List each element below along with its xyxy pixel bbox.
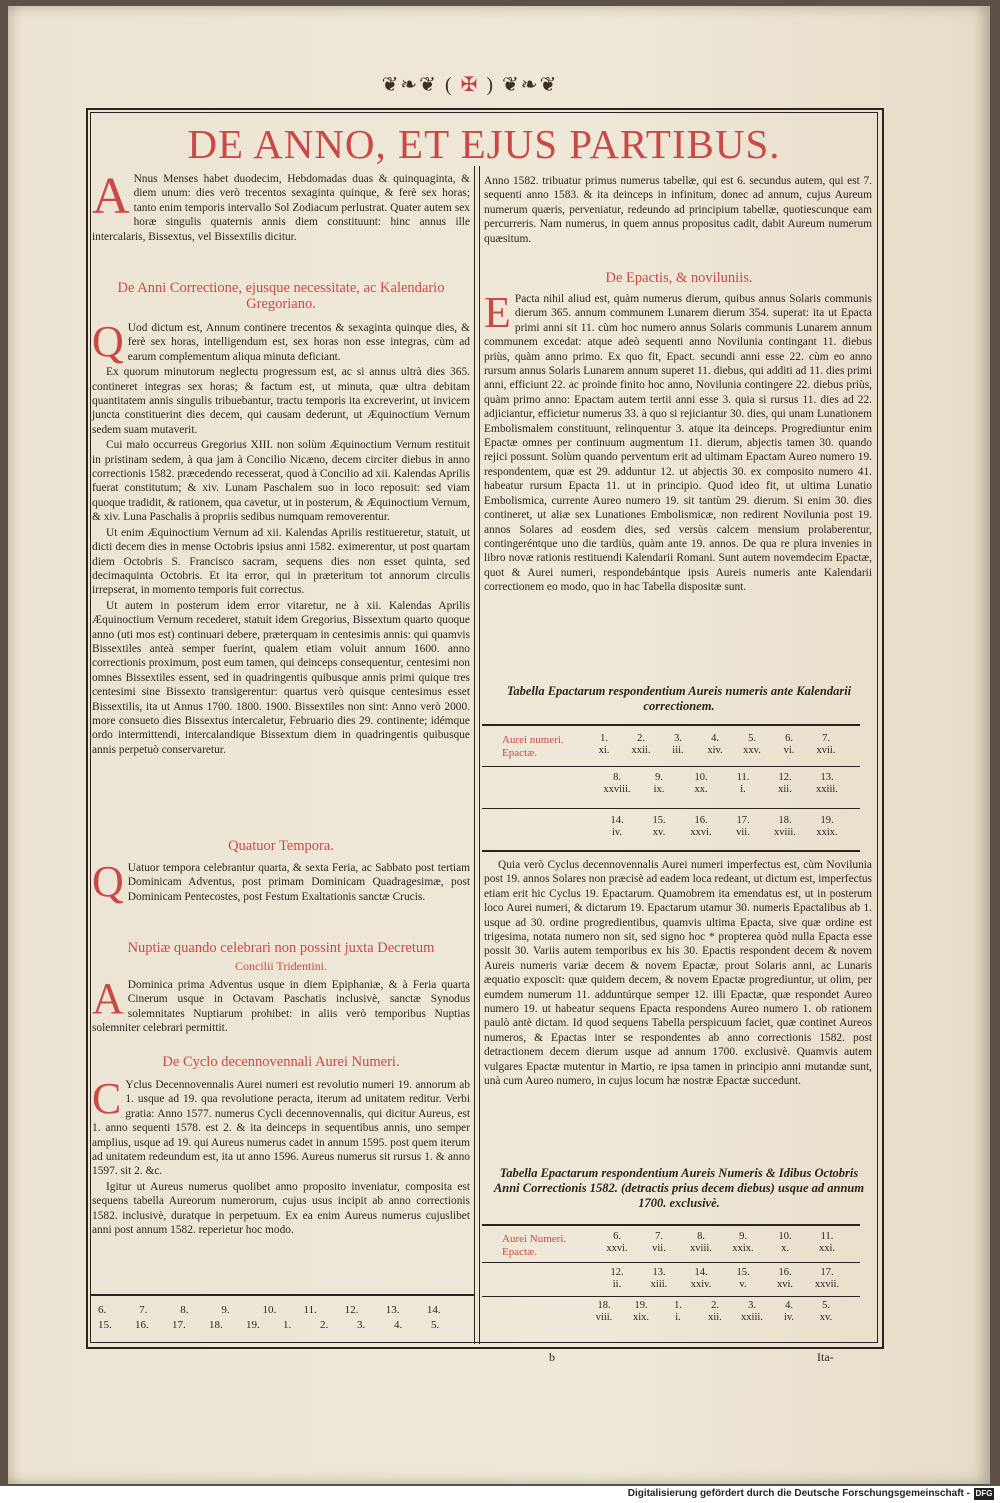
table-cell-epacta: xxvi.	[606, 1243, 628, 1254]
table-rule	[482, 724, 860, 726]
table-cell-aureus: 9.	[739, 1231, 747, 1242]
table-cell-aureus: 11.	[820, 1231, 834, 1242]
table-cell-epacta: xiv.	[707, 745, 723, 756]
table-cell-epacta: viii.	[595, 1312, 613, 1323]
table-cell: 6.	[98, 1304, 107, 1316]
table-cell-aureus: 18.	[597, 1300, 611, 1311]
table-cell-aureus: 7.	[655, 1231, 663, 1242]
table-cell-aureus: 15.	[736, 1267, 750, 1278]
table-cell-aureus: 7.	[822, 733, 830, 744]
table-cell-aureus: 9.	[655, 772, 663, 783]
table-cell-epacta: xxv.	[743, 745, 761, 756]
table-cell-aureus: 4.	[711, 733, 719, 744]
table-cell-epacta: xxix.	[816, 827, 838, 838]
dropcap: A	[92, 974, 124, 1023]
table-cell-aureus: 12.	[610, 1267, 624, 1278]
table-cell-epacta: x.	[781, 1243, 789, 1254]
table-cell-epacta: ix.	[653, 784, 665, 795]
table-cell: 10.	[262, 1304, 277, 1316]
cross-icon: ✠	[460, 74, 480, 96]
section-heading-nuptiae-2: Concilii Tridentini.	[234, 959, 327, 973]
table-cell-epacta: xxvii.	[814, 1279, 840, 1290]
table-cell-aureus: 11.	[736, 772, 750, 783]
table-cell-aureus: 19.	[820, 815, 834, 826]
signature-mark: b	[549, 1350, 555, 1364]
ornament-right: ❦❧❦	[502, 74, 559, 96]
table-cell-epacta: xxii.	[631, 745, 651, 756]
table-cell-epacta: v.	[739, 1279, 747, 1290]
table-cell-aureus: 12.	[778, 772, 792, 783]
table-cell: 2.	[320, 1319, 329, 1331]
table-cell-aureus: 4.	[785, 1300, 793, 1311]
header-ornament: ❦❧❦ ( ✠ ) ❦❧❦	[381, 74, 559, 96]
table-cell: 17.	[172, 1319, 186, 1331]
table-cell-aureus: 5.	[822, 1300, 830, 1311]
table-cell-epacta: vi.	[783, 745, 795, 756]
table-row	[92, 1319, 470, 1333]
right-paragraph-2: Quia verò Cyclus decennovennalis Aurei numeri imperfectus est, cùm Novilunia post 19. annos Solares non præcisè ad eadem loca redeant, ut dictum est, imperfectus etiam erit hic Cyclus 19. Epactarum. Quamobrem ita emendatus est, ut in posterum loco Aurei numeri, & dictarum 19. Epactarum utamur 30. numeris Epactalibus ab 1. usque ad 30. ordine progredientibus, quamvis ultima Epacta, sive quæ ordine est trigesima, notata numero non sit, sed signo hoc * propterea quòd nulla Epacta esse possit 30. Variis autem temporibus ex his 30. Epactis respondent decem & novem Aureis numeris variæ decem & novem Epactæ, prout Solaris anni, ac Lunaris æquatio exposcit: quæ quidem decem, & novem Epactæ progrediuntur, ut olim, per eumdem numerum 11. adduntúrque semper 12. illi Epactæ, quæ respondet Aureo numero 19. ut habeatur sequens Epacta respondens Aureo numero 1. ob rationem paulò antè dictam. Id quod sequens Tabella perspicuum faciet, quæ continet Aureos numeros, & Epactas inter se respondentes ab anno correctionis 1582. post detractionem decem dierum usque ad annum 1700. exclusivè. Quamvis autem vulgares Epactæ mutentur in Martio, re ipsa tamen in principio anni mutandæ sunt, unà cum Aureo numero, in cujus locum hæ nostræ Epactæ succedunt.	[484, 859, 872, 1088]
dfg-logo-icon: DFG	[975, 1489, 993, 1498]
table-cell-aureus: 16.	[778, 1267, 792, 1278]
table-cell: 15.	[98, 1319, 112, 1331]
table1-caption: Tabella Epactarum respondentium Aureis numeris ante Kalendarii correctionem.	[506, 684, 852, 713]
table-cell-aureus: 1.	[674, 1300, 682, 1311]
catchword: Ita-	[817, 1350, 834, 1364]
table-cell-aureus: 14.	[610, 815, 624, 826]
table-cell-epacta: i.	[675, 1312, 681, 1323]
dropcap: C	[92, 1074, 122, 1123]
table-cell-aureus: 13.	[652, 1267, 666, 1278]
table-cell-aureus: 18.	[778, 815, 792, 826]
table-cell: 12.	[344, 1304, 359, 1316]
table-cell-epacta: iv.	[611, 827, 623, 838]
table-cell-epacta: iii.	[672, 745, 684, 756]
table-cell-epacta: xx.	[694, 784, 708, 795]
table-cell-epacta: xix.	[632, 1312, 650, 1323]
footer-text: Digitalisierung gefördert durch die Deutsche Forschungsgemeinschaft -	[627, 1488, 970, 1499]
table-cell-aureus: 2.	[711, 1300, 719, 1311]
table-rule	[482, 1262, 860, 1263]
dropcap: Q	[92, 857, 124, 906]
table-cell-epacta: xxiii.	[741, 1312, 763, 1323]
table-cell-aureus: 17.	[820, 1267, 834, 1278]
table-cell-epacta: xxiv.	[690, 1279, 712, 1290]
section-nuptiae-body: A Dominica prima Adventus usque in diem Epiphaniæ, & à Feria quarta Cinerum usque in Octavam Paschatis inclusivè, sanctæ Synodus solemnitates Nuptiarum prohibet: in aliis verò temporibus Nuptias solemniter celebrari permittit.	[92, 974, 470, 1035]
dropcap: E	[484, 288, 511, 337]
page-title: DE ANNO, ET EJUS PARTIBUS.	[187, 121, 781, 167]
table-cell-epacta: xi.	[598, 745, 610, 756]
table-cell-aureus: 5.	[748, 733, 756, 744]
table-cell-epacta: xii.	[778, 784, 792, 795]
section-heading-nuptiae: Nuptiæ quando celebrari non possint juxta Decretum	[127, 940, 435, 956]
table-cell-epacta: xviii.	[690, 1243, 712, 1254]
table-cell-epacta: i.	[740, 784, 746, 795]
column-rule	[474, 166, 480, 1344]
table-cell-aureus: 15.	[652, 815, 666, 826]
table-cell-epacta: xvi.	[776, 1279, 794, 1290]
table-cell-aureus: 6.	[785, 733, 793, 744]
table-cell-epacta: xxviii.	[603, 784, 631, 795]
table-cell-aureus: 1.	[600, 733, 608, 744]
section-epactis-body: E Pacta nihil aliud est, quàm numerus dierum, quibus annus Solaris communis dierum 365. annum communem Lunarem dierum 354. superat: ita ut Epacta primi anni sit 11. cùm hoc numero annus Solaris communis Lunarem annum communem excedat: atque adeò sequenti anno Novilunia contingant 11. diebus priùs, quàm anno primo. Ex quo fit, Epact. secundi anni esse 22. cùm eo anno rursum annus Solaris Lunarem annum superet 11. diebus, qui additi ad 11. dies primi anni, efficiunt 22. ac proinde finito hoc anno, Novilunia contingere 22. diebus priùs, quàm primo anno: Epactam autem tertii anni esse 3. quia si rursus 11. dies ad 22. adjiciantur, efficietur numerus 33. à quo si rejiciantur 30. dies, qui unam Lunationem Embolismalem constituunt, relinquentur 3. atque ita deinceps. Progrediuntur enim Epactæ omnes per continuum augmentum 11. dierum, abjectis tamen 30. quando rejici possunt. Solùm quando perventum erit ad ultimam Epactam Aureo numero 19. respondentem, quæ est 29. adduntur 12. ut abjectis 30. ex composito numero 41. habeatur rursum Epacta 11. ut in principio. Quod ideo fit, ut ultima Lunatio Embolismica, currente Aureo numero 19. sit tantùm 29. dierum. Si enim 30. dies contineret, ut aliæ sex Lunationes Embolismicæ, non redirent Novilunia post 19. annos Solares ad eosdem dies, sed versùs calcem mensium prolaberentur, contingeréntque uno die tardiùs, quàm ante 19. annos. De qua re plura invenies in libro novæ rationis restituendi Kalendarii Romani. Sunt autem novemdecim Epactæ, quot & Aurei numeri, respondebántque ipsis Aureis numeris ante Kalendarii correctionem eo modo, quo in hac Tabella dispositæ sunt.	[484, 288, 872, 594]
table2-caption: Tabella Epactarum respondentium Aureis Numeris & Idibus Octobris Anni Correctionis 1582. (detractis prius decem diebus) usque ad annum 1700. exclusivè.	[493, 1166, 865, 1210]
table-cell-epacta: vii.	[736, 827, 750, 838]
table-row	[92, 1304, 470, 1318]
table-cell: 7.	[139, 1304, 148, 1316]
table-cell: 19.	[246, 1319, 260, 1331]
ornament-left: ❦❧❦	[381, 74, 438, 96]
digitization-footer	[0, 1486, 1000, 1503]
table-cell-aureus: 19.	[634, 1300, 648, 1311]
dropcap: Q	[92, 317, 124, 366]
table-cell: 18.	[209, 1319, 223, 1331]
table-cell-aureus: 14.	[694, 1267, 708, 1278]
table-cell-aureus: 3.	[748, 1300, 756, 1311]
table-cell: 4.	[394, 1319, 403, 1331]
table-cell-aureus: 13.	[820, 772, 834, 783]
dropcap: A	[92, 168, 130, 225]
table-cell-epacta: ii.	[612, 1279, 622, 1290]
table-cell: 5.	[431, 1319, 440, 1331]
table-cell-epacta: xxi.	[818, 1243, 836, 1254]
section-heading-correction: De Anni Correctione, ejusque necessitate, ac Kalendario Gregoriano.	[117, 280, 445, 312]
intro-paragraph: A Nnus Menses habet duodecim, Hebdomadas duas & quinquaginta, & diem unum: dies verò trecentos sexaginta quinque, & ferè sex horas; tanto enim temporis intervallo Sol Zodiacum perlustrat. Quater autem sex horæ singulis quaternis annis diem constituunt: hinc annus ille intercalaris, Bissextus, vel Bissextilis dicitur.	[92, 168, 470, 243]
table-cell: 14.	[426, 1304, 441, 1316]
table-cell: 8.	[180, 1304, 189, 1316]
table-rule	[90, 1294, 474, 1296]
table-rule	[482, 1224, 860, 1226]
right-intro-paragraph: Anno 1582. tribuatur primus numerus tabellæ, qui est 6. secundus autem, qui est 7. sequenti anno 1583. & ita deinceps in infinitum, donec ad annum, cujus Aureum numerum quæris, perveniatur, redeundo ad principium tabellæ, quotiescunque eam percurreris. Nam numerus, in quem annus propositus cadit, dabit Aureum numerum quæsitum.	[484, 175, 872, 245]
table-cell: 13.	[385, 1304, 400, 1316]
table-rule	[482, 1296, 860, 1297]
table-cell-aureus: 16.	[694, 815, 708, 826]
section-quatuor-body: Q Uatuor tempora celebrantur quarta, & sexta Feria, ac Sabbato post tertiam Dominicam Adventus, post primam Dominicam Quadragesimæ, post Dominicam Pentecostes, post Festum Exaltationis sanctæ Crucis.	[92, 857, 470, 906]
table-cell-epacta: xxix.	[732, 1243, 754, 1254]
table-cell: 9.	[221, 1304, 230, 1316]
table-cell: 3.	[357, 1319, 366, 1331]
table-cell-epacta: xxiii.	[816, 784, 838, 795]
table-cell: 11.	[303, 1304, 317, 1316]
table-cell-aureus: 10.	[694, 772, 708, 783]
table-cell-aureus: 17.	[736, 815, 750, 826]
table-rule	[482, 850, 860, 852]
table-rule	[482, 808, 860, 809]
table-cell-aureus: 10.	[778, 1231, 792, 1242]
section-cyclo-body: C Yclus Decennovennalis Aurei numeri est revolutio numeri 19. annorum ab 1. usque ad 19. qua revolutione peracta, iterum ad unitatem reditur. Verbi gratia: Anno 1577. numerus Cycli decennovennalis, qui dicitur Aureus, est 1. anno sequenti 1578. est 2. & ita deinceps in sequentibus annis, uno semper amplius, usque ad 19. qui Aureus numerus cadet in annum 1595. post quem iterum ad unitatem redeundum est, ita ut anno 1596. Aureus numerus sit rursus 1. & anno 1597. sit 2. &c. Igitur ut Aureus numerus quolibet anno proposito inveniatur, composita est sequens tabella Aureorum numerorum, cujus usus incipit ab anno correctionis 1582. inclusivè, duratque in perpetuum. Ex ea enim Aureus numerus cujuslibet anni post annum 1582. reperietur hoc modo.	[92, 1074, 470, 1237]
table-cell-epacta: xviii.	[774, 827, 796, 838]
table2-label-aurei: Aurei Numeri.	[502, 1233, 567, 1245]
table-rule	[482, 766, 860, 767]
section-heading-cyclo: De Cyclo decennovennali Aurei Numeri.	[162, 1054, 400, 1070]
table-cell-epacta: xii.	[708, 1312, 722, 1323]
table-cell-epacta: xv.	[819, 1312, 833, 1323]
table-cell-aureus: 6.	[613, 1231, 621, 1242]
table2-label-epactae: Epactæ.	[502, 1246, 538, 1258]
section-heading-quatuor: Quatuor Tempora.	[228, 838, 334, 854]
table-cell-epacta: vii.	[652, 1243, 666, 1254]
table-cell-epacta: xxvi.	[690, 827, 712, 838]
table1-label-epactae: Epactæ.	[502, 747, 538, 759]
table-cell-epacta: xv.	[652, 827, 666, 838]
table-cell-aureus: 3.	[674, 733, 682, 744]
table1-label-aurei: Aurei numeri.	[502, 734, 564, 746]
section-heading-epactis: De Epactis, & noviluniis.	[605, 270, 753, 286]
table-cell: 16.	[135, 1319, 149, 1331]
table-cell-epacta: iv.	[783, 1312, 795, 1323]
table-cell-aureus: 8.	[697, 1231, 705, 1242]
table-cell-aureus: 8.	[613, 772, 621, 783]
table-cell-epacta: xvii.	[816, 745, 836, 756]
section-correction-body: Q Uod dictum est, Annum continere trecentos & sexaginta quinque dies, & ferè sex horas, intelligendum est, sex horas non esse integras, cùm ad earum complementum aliqua minuta deficiant. Ex quorum minutorum neglectu progressum est, ac si annus ultrà dies 365. contineret integras sex horas; & factum est, ut minuta, quæ ultra debitam quantitatem annis singulis tribuebantur, tractu temporis ita excreverint, ut invicem juncta constituerint dies decem, qui causam dederunt, ut Æquinoctium Vernum sedem suam mutaverit. Cui malo occurreus Gregorius XIII. non solùm Æquinoctium Vernum restituit in pristinam sedem, à qua jam à Concilio Nicæno, decem circiter diebus in anno correctionis 1582. præcedendo recesserat, quod à Concilio ad xii. Kalendas Aprilis fuerat constitutum; & xiv. Lunam Paschalem suo in loco reposuit: sed viam quoque tradidit, & rationem, qua cavetur, ut in posterum, & Æquinoctium Vernum, & xiv. Luna Paschalis à propriis sedibus numquam removerentur. Ut enim Æquinoctium Vernum ad xii. Kalendas Aprilis restitueretur, statuit, ut dicti decem dies in mense Octobris ipsius anni 1582. eximerentur, ut post quartam diem Octobris S. Francisco sacram, sequens dies non esset quinta, sed decimaquinta Octobris. Et ita error, qui in præteritum tot annorum circulis irrepserat, in momento temporis fuit correctus. Ut autem in posterum idem error vitaretur, ne à xii. Kalendas Aprilis Æquinoctium Vernum recederet, statuit idem Gregorius, Bissextum quarto quoque anno (uti mos est) continuari debere, præterquam in centesimis annis: qui quamvis Bissextiles anteà semper fuerint, qualem etiam voluit annum 1600. anno correctionis proximum, post eum tamen, qui deinceps consequentur, centesimi non omnes Bissextiles essent, sed in quadringentis quibusque annis primi quique tres centesimi sine Bissexto transigerentur: quartus verò quisque centesimus esset Bissextilis, ita ut Annus 1700. 1800. 1900. Bissextiles non sint: Anno verò 2000. more consueto dies Bissextus intercaletur, Februario dies 29. continente; idémque ordo intermittendi, intercalandique Bissextum diem in quadringentis quibusque annis perpetuò conservaretur.	[92, 317, 470, 756]
table-cell: 1.	[283, 1319, 292, 1331]
table-cell-epacta: xiii.	[650, 1279, 668, 1290]
table-cell-aureus: 2.	[637, 733, 645, 744]
